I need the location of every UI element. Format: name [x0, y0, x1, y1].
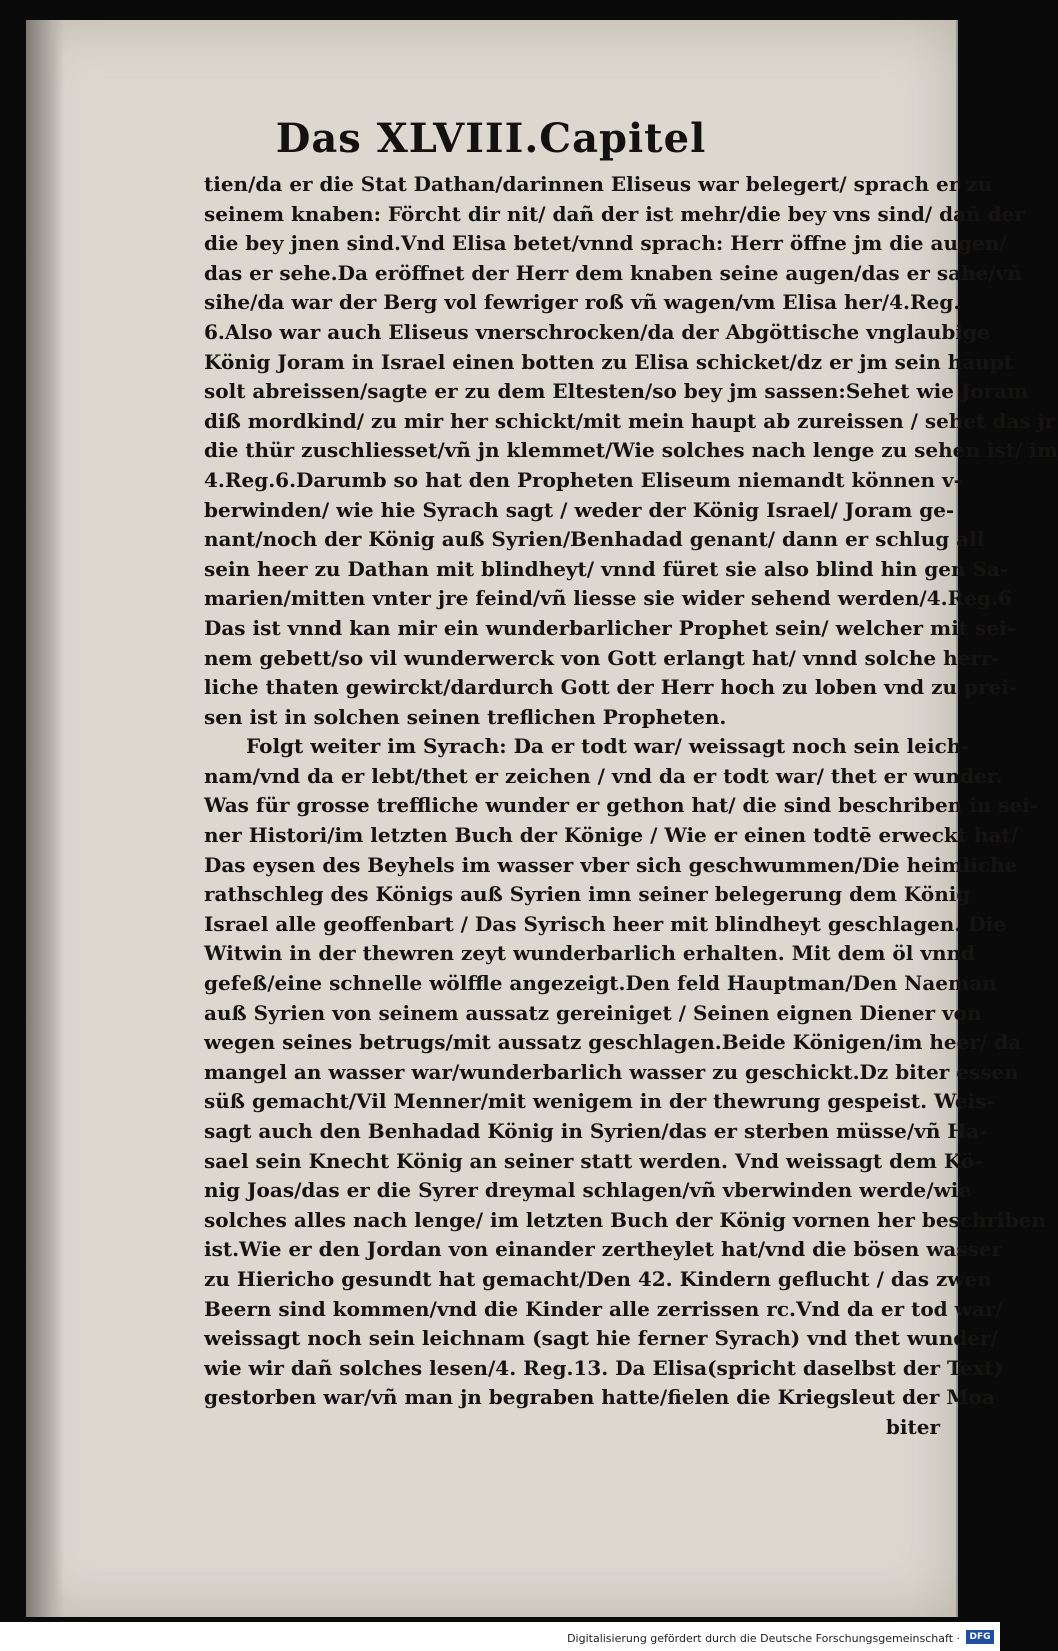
text-line: Was für grosse treffliche wunder er gethon hat/ die sind beschriben in sei- — [204, 793, 1039, 818]
text-line: Witwin in der thewren zeyt wunderbarlich erhalten. Mit dem öl vnnd — [204, 941, 976, 966]
text-line: nem gebett/so vil wunderwerck von Gott erlangt hat/ vnnd solche herr- — [204, 645, 1000, 670]
text-line: sihe/da war der Berg vol fewriger roß vñ wagen/vm Elisa her/4.Reg. — [204, 290, 961, 315]
text-line: tien/da er die Stat Dathan/darinnen Eliseus war belegert/ sprach er zu — [204, 172, 993, 196]
text-line: sen ist in solchen seinen treflichen Propheten. — [204, 704, 727, 729]
text-line: diß mordkind/ zu mir her schickt/mit mein haupt ab zureissen / sehet das jr — [204, 408, 1056, 433]
text-line: gefeß/eine schnelle wölffle angezeigt.Den feld Hauptman/Den Naeman — [204, 971, 997, 996]
text-line: mangel an wasser war/wunderbarlich wasser zu geschickt.Dz biter essen — [204, 1059, 1019, 1084]
dfg-logo: DFG — [966, 1630, 994, 1644]
text-line: Das ist vnnd kan mir ein wunderbarlicher Prophet sein/ welcher mit sei- — [204, 615, 1015, 640]
book-page — [26, 20, 1058, 1617]
text-line: liche thaten gewirckt/dardurch Gott der Herr hoch zu loben vnd zu prei- — [204, 675, 1018, 700]
text-line: sein heer zu Dathan mit blindheyt/ vnnd füret sie also blind hin gen Sa- — [204, 556, 1009, 581]
text-line: nant/noch der König auß Syrien/Benhadad genant/ dann er schlug all — [204, 527, 985, 552]
text-line: weissagt noch sein leichnam (sagt hie ferner Syrach) vnd thet wunder/ — [204, 1326, 998, 1351]
text-line: marien/mitten vnter jre feind/vñ liesse sie wider sehend werden/4.Reg.6 — [204, 586, 1012, 611]
text-line: berwinden/ wie hie Syrach sagt / weder der König Israel/ Joram ge- — [204, 497, 955, 522]
text-line: Folgt weiter im Syrach: Da er todt war/ weissagt noch sein leich- — [246, 734, 970, 759]
text-line: 4.Reg.6.Darumb so hat den Propheten Eliseum niemandt können v- — [204, 467, 962, 492]
text-line: wegen seines betrugs/mit aussatz geschlagen.Beide Königen/im heer/ da — [204, 1030, 1022, 1055]
text-line: ner Histori/im letzten Buch der Könige / Wie er einen todtē erweckt hat/ — [204, 823, 1019, 848]
text-line: nig Joas/das er die Syrer dreymal schlagen/vñ vberwinden werde/wie — [204, 1178, 972, 1203]
text-line: sagt auch den Benhadad König in Syrien/das er sterben müsse/vñ Ha- — [204, 1119, 988, 1143]
text-line: Beern sind kommen/vnd die Kinder alle zerrissen rc.Vnd da er tod war/ — [204, 1296, 1003, 1321]
chapter-heading: Das XLVIII.Capitel — [275, 115, 707, 162]
text-line: 6.Also war auch Eliseus vnerschrocken/da der Abgöttische vnglaubige — [204, 319, 990, 344]
text-line: die bey jnen sind.Vnd Elisa betet/vnnd sprach: Herr öffne jm die augen/ — [204, 231, 1007, 256]
page-binding-edge — [26, 20, 64, 1617]
footer-bar — [0, 1622, 1000, 1651]
text-line: Israel alle geoffenbart / Das Syrisch heer mit blindheyt geschlagen. Die — [204, 911, 1006, 936]
text-line: auß Syrien von seinem aussatz gereiniget / Seinen eignen Diener von — [204, 1000, 982, 1025]
text-line: sael sein Knecht König an seiner statt werden. Vnd weissagt dem Kö- — [204, 1148, 983, 1173]
text-line: süß gemacht/Vil Menner/mit wenigem in der thewrung gespeist. Weis- — [204, 1089, 995, 1114]
text-line: das er sehe.Da eröffnet der Herr dem knaben seine augen/das er sahe/vñ — [204, 260, 1022, 285]
text-line: solches alles nach lenge/ im letzten Buch der König vornen her beschriben — [204, 1207, 1046, 1232]
text-line: König Joram in Israel einen botten zu Elisa schicket/dz er jm sein haupt — [204, 349, 1014, 374]
text-line: rathschleg des Königs auß Syrien imn seiner belegerung dem König — [204, 882, 971, 907]
text-line: biter — [885, 1414, 940, 1439]
text-line: die thür zuschliesset/vñ jn klemmet/Wie solches nach lenge zu sehen ist/ im — [204, 438, 1058, 463]
text-line: Das eysen des Beyhels im wasser vber sich geschwummen/Die heimliche — [204, 852, 1018, 877]
text-line: wie wir dañ solches lesen/4. Reg.13. Da Elisa(spricht daselbst der Text) — [204, 1355, 1003, 1380]
text-line: nam/vnd da er lebt/thet er zeichen / vnd da er todt war/ thet er wunder. — [204, 763, 1003, 788]
text-line: zu Hiericho gesundt hat gemacht/Den 42. Kindern geflucht / das zwen — [204, 1266, 992, 1291]
text-line: ist.Wie er den Jordan von einander zertheylet hat/vnd die bösen wasser — [204, 1237, 1003, 1262]
funding-credit: Digitalisierung gefördert durch die Deutsche Forschungsgemeinschaft · — [567, 1632, 960, 1645]
text-line: solt abreissen/sagte er zu dem Eltesten/so bey jm sassen:Sehet wie Joram — [204, 379, 1029, 404]
text-line: seinem knaben: Förcht dir nit/ dañ der ist mehr/die bey vns sind/ dañ der — [204, 201, 1025, 226]
body-text — [204, 170, 1058, 1443]
text-line: gestorben war/vñ man jn begraben hatte/fielen die Kriegsleut der Moa — [204, 1385, 995, 1410]
